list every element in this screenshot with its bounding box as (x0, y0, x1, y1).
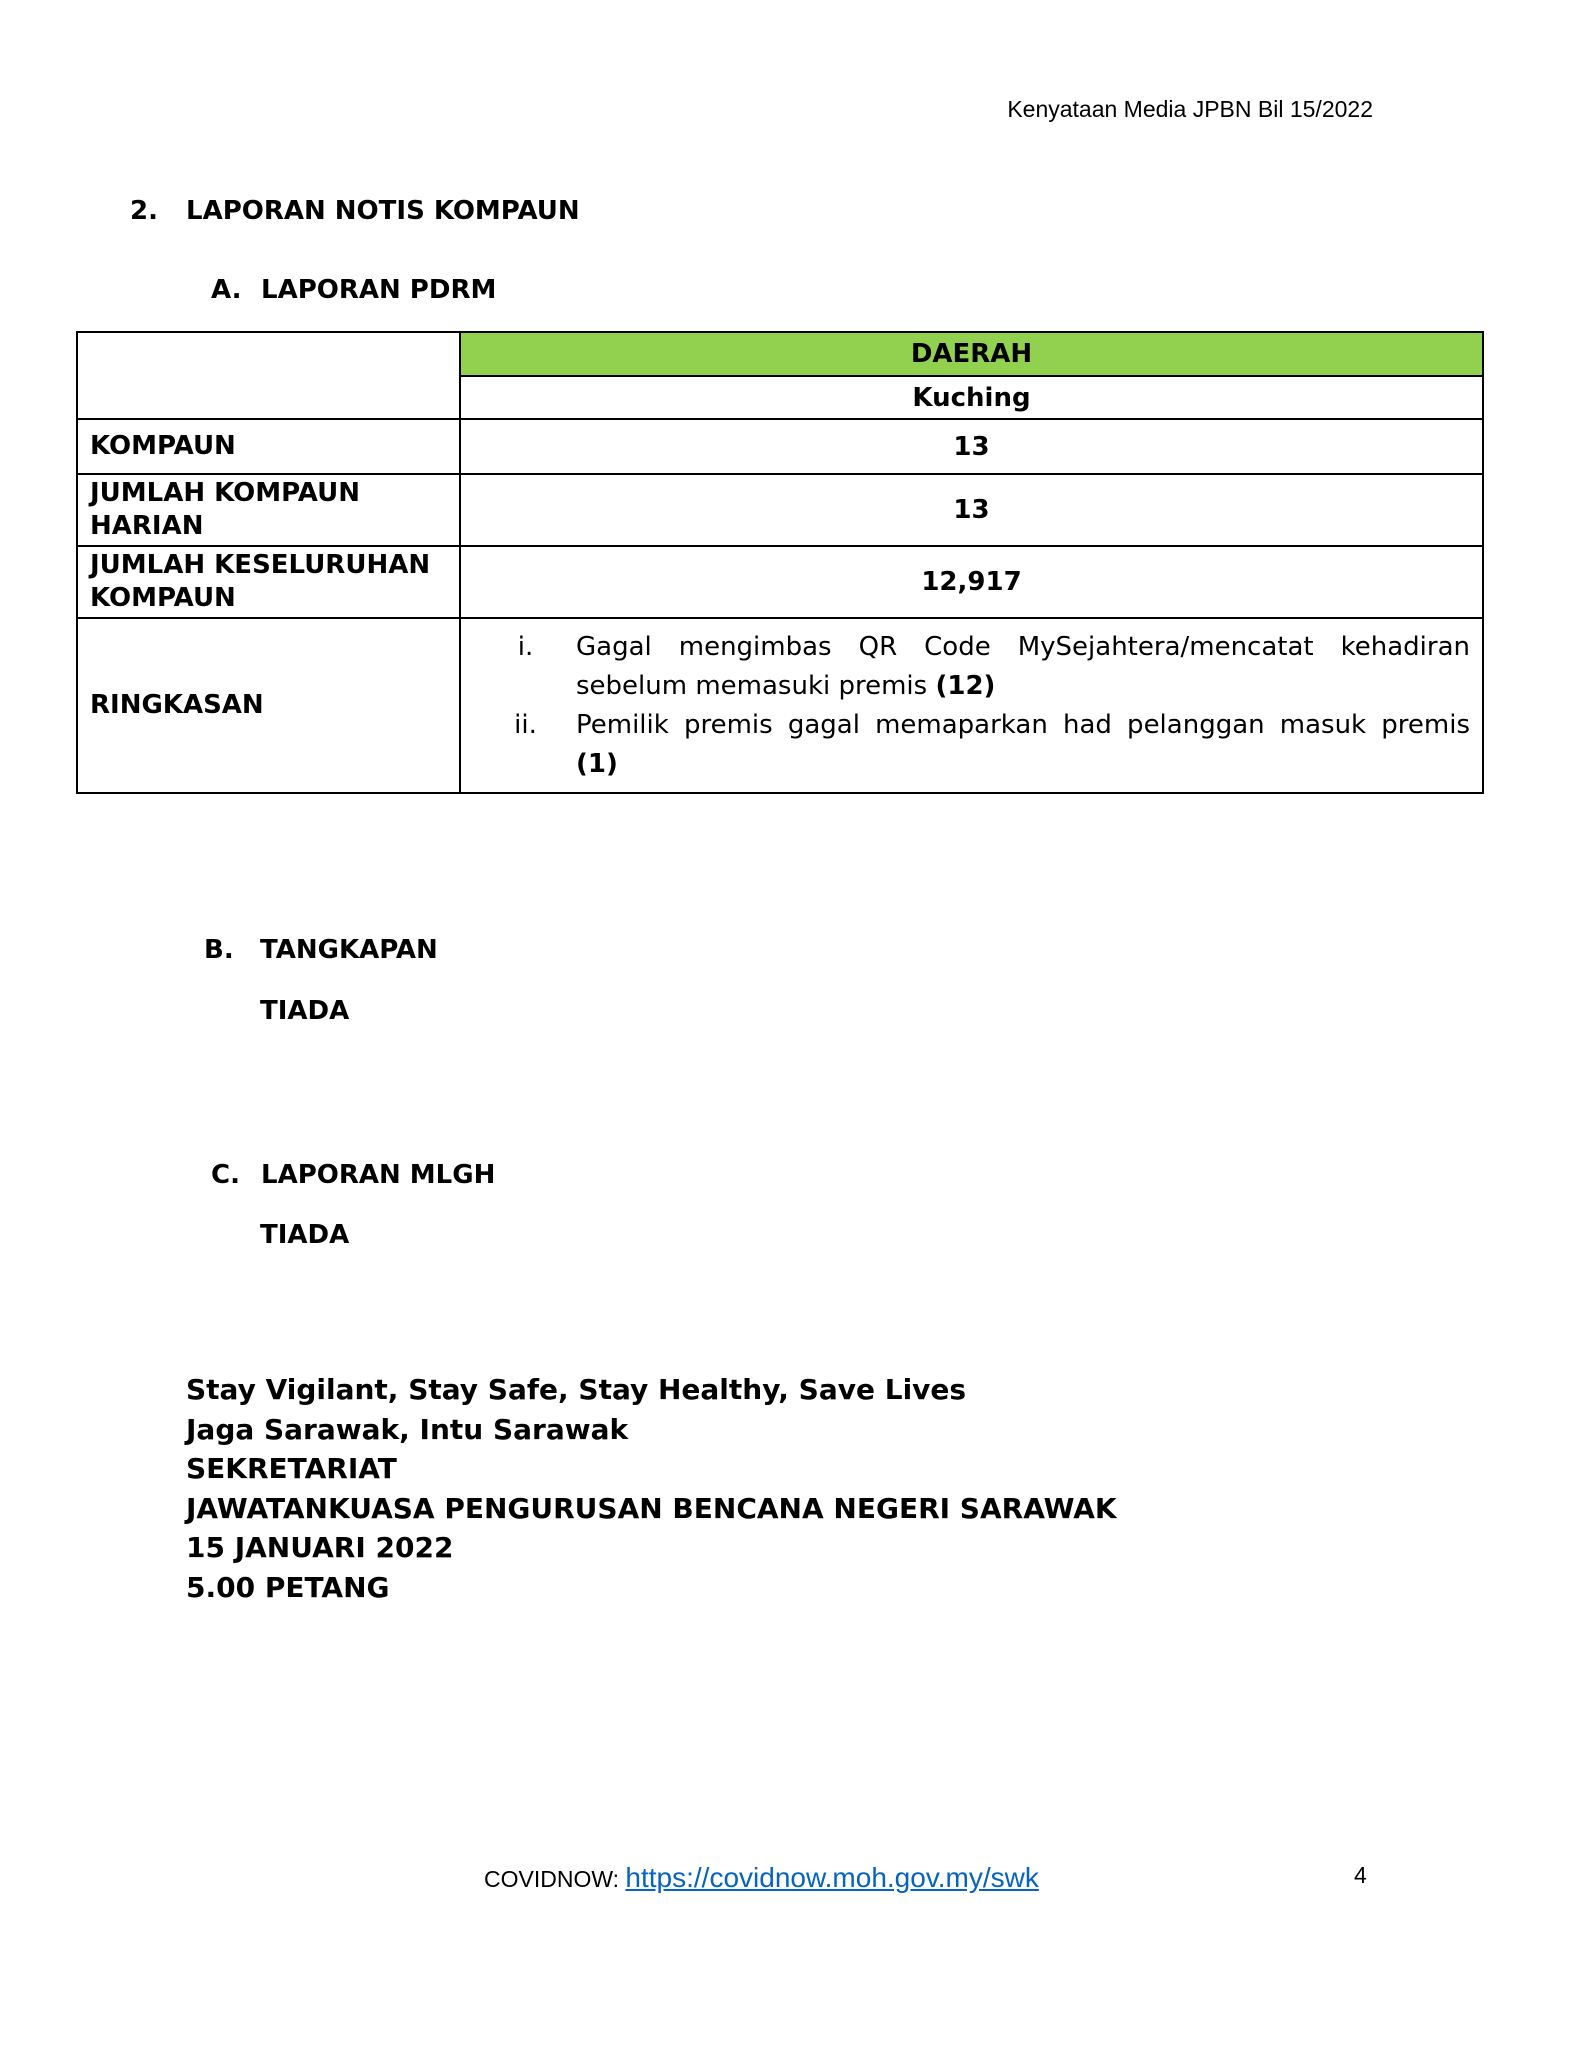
covidnow-link[interactable]: https://covidnow.moh.gov.my/swk (625, 1862, 1039, 1893)
closing-block (186, 1370, 1117, 1607)
row-value: 13 (460, 474, 1483, 546)
list-marker: ii. (514, 709, 537, 740)
closing-time: 5.00 PETANG (186, 1570, 390, 1604)
empty-corner-cell (77, 332, 460, 419)
district-header-cell: DAERAH (460, 332, 1483, 376)
subsection-b-content: TIADA (260, 996, 350, 1026)
subsection-c-title: LAPORAN MLGH (261, 1160, 496, 1190)
footer-label: COVIDNOW: (484, 1866, 626, 1892)
list-marker: i. (517, 631, 534, 662)
row-label: JUMLAH KESELURUHAN KOMPAUN (77, 546, 460, 618)
row-label: JUMLAH KOMPAUN HARIAN (77, 474, 460, 546)
closing-committee: JAWATANKUASA PENGURUSAN BENCANA NEGERI SARAWAK (186, 1491, 1117, 1525)
location-cell: Kuching (460, 376, 1483, 419)
subsection-a-letter: A. (211, 275, 242, 305)
list-item-count: (12) (935, 670, 996, 701)
closing-slogan: Stay Vigilant, Stay Safe, Stay Healthy, Save Lives (186, 1373, 967, 1406)
subsection-c-content: TIADA (260, 1220, 350, 1250)
table-row (77, 546, 1483, 618)
page-number: 4 (1354, 1862, 1367, 1888)
list-item-count: (1) (576, 748, 618, 779)
compound-report-table (76, 331, 1484, 794)
subsection-a-heading (211, 275, 496, 305)
row-label: KOMPAUN (77, 419, 460, 474)
subsection-c-heading (211, 1160, 495, 1190)
closing-date: 15 JANUARI 2022 (186, 1531, 454, 1564)
list-item (473, 628, 1470, 706)
subsection-b-heading (204, 935, 438, 965)
table-row (77, 474, 1483, 546)
section-heading (130, 196, 580, 226)
summary-row (77, 618, 1483, 793)
subsection-c-letter: C. (211, 1160, 240, 1190)
section-title: LAPORAN NOTIS KOMPAUN (186, 196, 580, 226)
table-row (77, 419, 1483, 474)
subsection-b-letter: B. (204, 935, 234, 965)
list-item (473, 706, 1470, 784)
footer (484, 1862, 1039, 1894)
summary-list (473, 628, 1470, 784)
subsection-a-title: LAPORAN PDRM (261, 275, 497, 305)
summary-cell (460, 618, 1483, 793)
subsection-b-title: TANGKAPAN (260, 935, 438, 965)
closing-motto: Jaga Sarawak, Intu Sarawak (186, 1412, 629, 1446)
summary-label: RINGKASAN (77, 618, 460, 793)
list-item-text: Gagal mengimbas QR Code MySejahtera/mencatat kehadiran sebelum memasuki premis (576, 631, 1470, 701)
row-value: 12,917 (460, 546, 1483, 618)
document-reference: Kenyataan Media JPBN Bil 15/2022 (1007, 96, 1373, 122)
closing-office: SEKRETARIAT (186, 1452, 397, 1485)
section-number: 2. (130, 196, 158, 226)
list-item-text: Pemilik premis gagal memaparkan had pelanggan masuk premis (576, 709, 1470, 740)
table-header-row (77, 332, 1483, 376)
row-value: 13 (460, 419, 1483, 474)
